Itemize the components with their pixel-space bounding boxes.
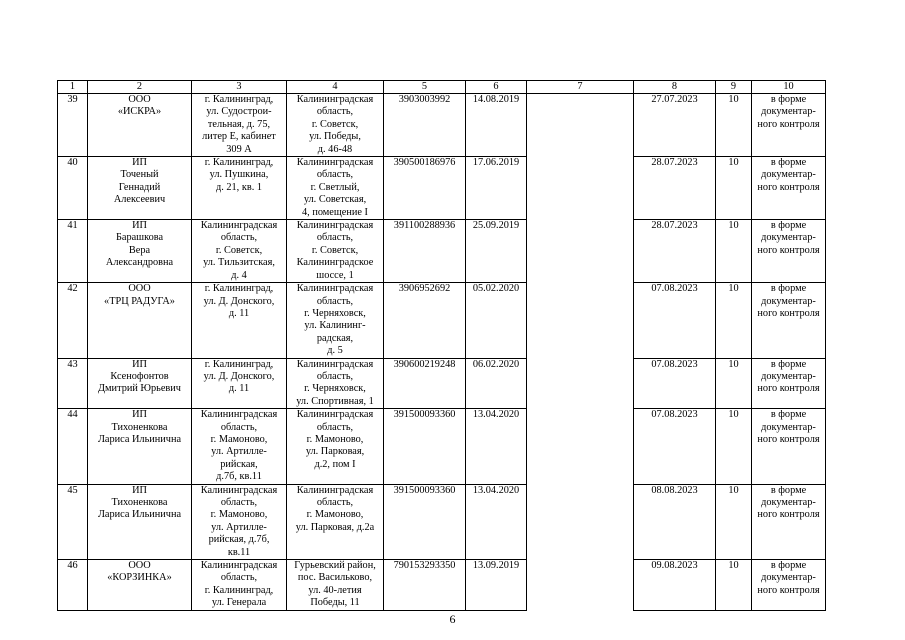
inn-cell: 391500093360 xyxy=(384,409,466,484)
inn-cell: 390500186976 xyxy=(384,157,466,220)
blank-cell xyxy=(527,220,634,283)
inspection-form-cell: в форме документар- ного контроля xyxy=(752,358,826,409)
inspection-form-cell: в форме документар- ного контроля xyxy=(752,283,826,358)
column-header: 5 xyxy=(384,81,466,94)
inn-cell: 391500093360 xyxy=(384,484,466,559)
entity-name-cell: ИП Точеный Геннадий Алексеевич xyxy=(88,157,192,220)
row-number-cell: 44 xyxy=(58,409,88,484)
registration-date-cell: 13.09.2019 xyxy=(466,560,527,611)
inspection-form-cell: в форме документар- ного контроля xyxy=(752,220,826,283)
registration-date-cell: 06.02.2020 xyxy=(466,358,527,409)
row-number-cell: 39 xyxy=(58,94,88,157)
row-number-cell: 45 xyxy=(58,484,88,559)
legal-address-cell: г. Калининград, ул. Д. Донского, д. 11 xyxy=(192,283,287,358)
column-header: 9 xyxy=(716,81,752,94)
legal-address-cell: г. Калининград, ул. Судострои- тельная, д. 75, литер Е, кабинет 309 А xyxy=(192,94,287,157)
column-header: 1 xyxy=(58,81,88,94)
inspection-date-cell: 07.08.2023 xyxy=(634,358,716,409)
activity-address-cell: Калининградская область, г. Черняховск, ул. Калининг- радская, д. 5 xyxy=(287,283,384,358)
inspection-date-cell: 07.08.2023 xyxy=(634,283,716,358)
activity-address-cell: Калининградская область, г. Советск, ул. Победы, д. 46-48 xyxy=(287,94,384,157)
blank-cell xyxy=(527,560,634,611)
entity-name-cell: ООО «КОРЗИНКА» xyxy=(88,560,192,611)
entity-name-cell: ИП Ксенофонтов Дмитрий Юрьевич xyxy=(88,358,192,409)
registration-date-cell: 05.02.2020 xyxy=(466,283,527,358)
legal-address-cell: Калининградская область, г. Мамоново, ул. Артилле- рийская, д.7б, кв.11 xyxy=(192,409,287,484)
blank-cell xyxy=(527,283,634,358)
blank-cell xyxy=(527,484,634,559)
column-header: 7 xyxy=(527,81,634,94)
inn-cell: 790153293350 xyxy=(384,560,466,611)
legal-address-cell: г. Калининград, ул. Пушкина, д. 21, кв. 1 xyxy=(192,157,287,220)
legal-address-cell: Калининградская область, г. Советск, ул. Тильзитская, д. 4 xyxy=(192,220,287,283)
table-row xyxy=(58,283,826,358)
inspection-date-cell: 28.07.2023 xyxy=(634,157,716,220)
column-header: 3 xyxy=(192,81,287,94)
inspection-form-cell: в форме документар- ного контроля xyxy=(752,157,826,220)
column-header: 10 xyxy=(752,81,826,94)
inspection-form-cell: в форме документар- ного контроля xyxy=(752,484,826,559)
table-row xyxy=(58,560,826,611)
activity-address-cell: Калининградская область, г. Черняховск, ул. Спортивная, 1 xyxy=(287,358,384,409)
inspection-date-cell: 28.07.2023 xyxy=(634,220,716,283)
entity-name-cell: ИП Тихоненкова Лариса Ильинична xyxy=(88,409,192,484)
table-row xyxy=(58,94,826,157)
blank-cell xyxy=(527,409,634,484)
row-number-cell: 42 xyxy=(58,283,88,358)
entity-name-cell: ООО «ИСКРА» xyxy=(88,94,192,157)
inspection-date-cell: 09.08.2023 xyxy=(634,560,716,611)
entity-name-cell: ИП Тихоненкова Лариса Ильинична xyxy=(88,484,192,559)
inspection-date-cell: 08.08.2023 xyxy=(634,484,716,559)
column-header: 8 xyxy=(634,81,716,94)
row-number-cell: 43 xyxy=(58,358,88,409)
inspection-form-cell: в форме документар- ного контроля xyxy=(752,409,826,484)
legal-address-cell: Калининградская область, г. Калининград, ул. Генерала xyxy=(192,560,287,611)
column-number-row xyxy=(58,81,826,94)
table-row xyxy=(58,358,826,409)
registration-date-cell: 25.09.2019 xyxy=(466,220,527,283)
column-header: 4 xyxy=(287,81,384,94)
duration-days-cell: 10 xyxy=(716,283,752,358)
activity-address-cell: Калининградская область, г. Мамоново, ул. Парковая, д.2а xyxy=(287,484,384,559)
duration-days-cell: 10 xyxy=(716,560,752,611)
blank-cell xyxy=(527,157,634,220)
blank-cell xyxy=(527,94,634,157)
inspection-date-cell: 07.08.2023 xyxy=(634,409,716,484)
duration-days-cell: 10 xyxy=(716,220,752,283)
registration-date-cell: 14.08.2019 xyxy=(466,94,527,157)
column-header: 6 xyxy=(466,81,527,94)
inspection-date-cell: 27.07.2023 xyxy=(634,94,716,157)
entity-name-cell: ИП Барашкова Вера Александровна xyxy=(88,220,192,283)
duration-days-cell: 10 xyxy=(716,409,752,484)
activity-address-cell: Калининградская область, г. Светлый, ул. Советская, 4, помещение I xyxy=(287,157,384,220)
inspection-form-cell: в форме документар- ного контроля xyxy=(752,94,826,157)
entity-name-cell: ООО «ТРЦ РАДУГА» xyxy=(88,283,192,358)
inn-cell: 390600219248 xyxy=(384,358,466,409)
duration-days-cell: 10 xyxy=(716,157,752,220)
activity-address-cell: Гурьевский район, пос. Васильково, ул. 40-летия Победы, 11 xyxy=(287,560,384,611)
inspection-form-cell: в форме документар- ного контроля xyxy=(752,560,826,611)
legal-address-cell: Калининградская область, г. Мамоново, ул. Артилле- рийская, д.7б, кв.11 xyxy=(192,484,287,559)
duration-days-cell: 10 xyxy=(716,358,752,409)
table-body xyxy=(58,81,826,611)
blank-cell xyxy=(527,358,634,409)
duration-days-cell: 10 xyxy=(716,94,752,157)
registration-date-cell: 17.06.2019 xyxy=(466,157,527,220)
registration-date-cell: 13.04.2020 xyxy=(466,409,527,484)
inn-cell: 391100288936 xyxy=(384,220,466,283)
activity-address-cell: Калининградская область, г. Мамоново, ул. Парковая, д.2, пом I xyxy=(287,409,384,484)
column-header: 2 xyxy=(88,81,192,94)
table-row xyxy=(58,484,826,559)
table-row xyxy=(58,220,826,283)
registration-date-cell: 13.04.2020 xyxy=(466,484,527,559)
table-row xyxy=(58,157,826,220)
register-table xyxy=(57,80,826,611)
legal-address-cell: г. Калининград, ул. Д. Донского, д. 11 xyxy=(192,358,287,409)
row-number-cell: 40 xyxy=(58,157,88,220)
duration-days-cell: 10 xyxy=(716,484,752,559)
activity-address-cell: Калининградская область, г. Советск, Калининградское шоссе, 1 xyxy=(287,220,384,283)
page-number: 6 xyxy=(449,612,456,626)
row-number-cell: 41 xyxy=(58,220,88,283)
table-row xyxy=(58,409,826,484)
inn-cell: 3903003992 xyxy=(384,94,466,157)
inn-cell: 3906952692 xyxy=(384,283,466,358)
row-number-cell: 46 xyxy=(58,560,88,611)
